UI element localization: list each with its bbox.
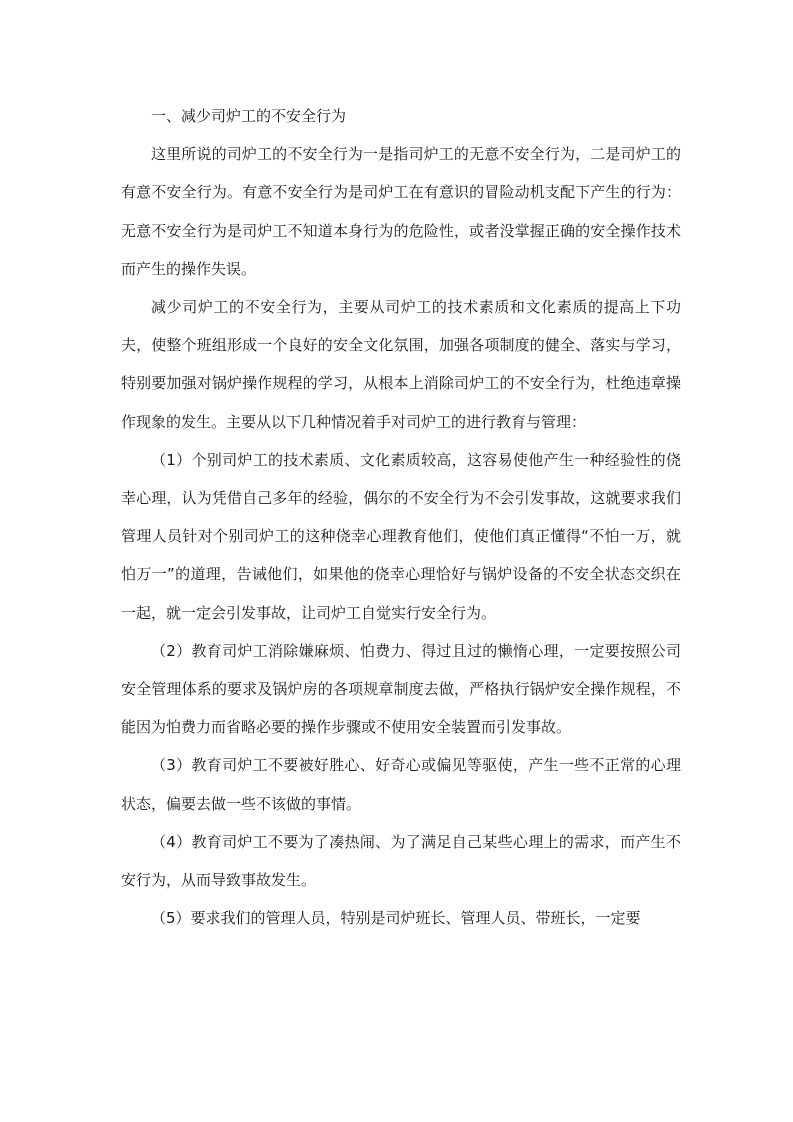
paragraph-item-4: （4）教育司炉工不要为了凑热闹、为了满足自己某些心理上的需求，而产生不安行为，从而导致事故发生。 (121, 832, 681, 890)
document-body (121, 97, 681, 937)
paragraph-item-2: （2）教育司炉工消除嫌麻烦、怕费力、得过且过的懒惰心理，一定要按照公司安全管理体系的要求及锅炉房的各项规章制度去做，严格执行锅炉安全操作规程，不能因为怕费力而省略必要的操作步骤或不使用安全装置而引发事故。 (121, 641, 681, 737)
paragraph-item-1: （1）个别司炉工的技术素质、文化素质较高，这容易使他产生一种经验性的侥幸心理，认为凭借自己多年的经验，偶尔的不安全行为不会引发事故，这就要求我们管理人员针对个别司炉工的这种侥幸心理教育他们，使他们真正懂得“不怕一万，就怕万一”的道理，告诫他们，如果他的侥幸心理恰好与锅炉设备的不安全状态交织在一起，就一定会引发事故，让司炉工自觉实行安全行为。 (121, 450, 681, 622)
paragraph-approach: 减少司炉工的不安全行为，主要从司炉工的技术素质和文化素质的提高上下功夫，使整个班组形成一个良好的安全文化氛围，加强各项制度的健全、落实与学习，特别要加强对锅炉操作规程的学习，从根本上消除司炉工的不安全行为，杜绝违章操作现象的发生。主要从以下几种情况着手对司炉工的进行教育与管理： (121, 298, 681, 431)
paragraph-item-3: （3）教育司炉工不要被好胜心、好奇心或偏见等驱使，产生一些不正常的心理状态，偏要去做一些不该做的事情。 (121, 756, 681, 813)
section-heading: 一、减少司炉工的不安全行为 (151, 107, 347, 125)
paragraph-item-5: （5）要求我们的管理人员，特别是司炉班长、管理人员、带班长，一定要 (151, 909, 641, 928)
paragraph-definition: 这里所说的司炉工的不安全行为一是指司炉工的无意不安全行为，二是司炉工的有意不安全行为。有意不安全行为是司炉工在有意识的冒险动机支配下产生的行为：无意不安全行为是司炉工不知道本身行为的危险性，或者没掌握正确的安全操作技术而产生的操作失误。 (121, 145, 681, 278)
